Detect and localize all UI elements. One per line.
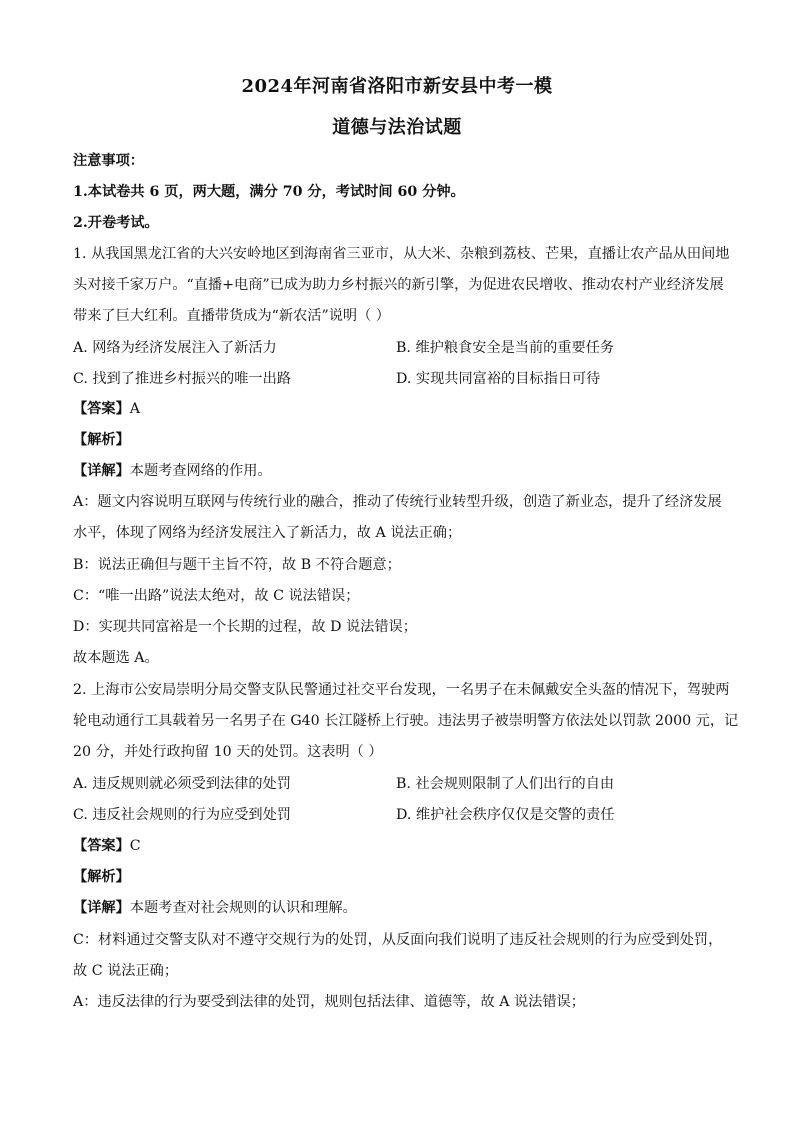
q2-option-b: B. 社会规则限制了人们出行的自由 [396,776,615,792]
question-2-text: 轮电动通行工具载着另一名男子在 G40 长江隧桥上行驶。违法男子被崇明警方依法处以罚款 2000 元，记 [73,713,739,729]
q2-option-a: A. 违反规则就必须受到法律的处罚 [73,776,291,792]
notice-item: 1.本试卷共 6 页，两大题，满分 70 分，考试时间 60 分钟。 [73,184,465,200]
answer-value: C [129,838,141,854]
q2-option-c: C. 违反社会规则的行为应受到处罚 [73,807,291,823]
analysis-tag: 【解析】 [73,869,130,885]
q1-explain-line: 水平，体现了网络为经济发展注入了新活力，故 A 说法正确； [73,525,462,541]
q1-analysis-tag [73,430,723,450]
detail-tag: 【详解】 [73,900,130,916]
q1-explain-line: D：实现共同富裕是一个长期的过程，故 D 说法错误； [73,619,417,635]
q2-answer [73,836,723,856]
q2-explain-line: C：材料通过交警支队对不遵守交规行为的处罚，从反面向我们说明了违反社会规则的行为应受到处罚， [73,932,723,948]
q1-answer [73,399,723,419]
q1-option-c: C. 找到了推进乡村振兴的唯一出路 [73,371,291,387]
exam-subtitle: 道德与法治试题 [332,117,462,138]
question-1-text: 带来了巨大红利。直播带货成为“新农活”说明（ ） [73,308,390,324]
q2-analysis-tag [73,867,723,887]
answer-value: A [129,401,141,417]
q1-option-a: A. 网络为经济发展注入了新活力 [73,340,277,356]
analysis-tag: 【解析】 [73,432,130,448]
q2-detail [73,898,723,918]
question-1-text: 1. 从我国黑龙江省的大兴安岭地区到海南省三亚市，从大米、杂粮到荔枝、芒果，直播让农产品从田间地 [73,246,730,262]
notice-heading: 注意事项： [73,153,144,169]
q2-explain-line: A：违反法律的行为要受到法律的处罚，规则包括法律、道德等，故 A 说法错误； [73,994,585,1010]
q1-explain-line: A：题文内容说明互联网与传统行业的融合，推动了传统行业转型升级，创造了新业态，提升了经济发展 [73,494,722,510]
detail-text: 本题考查对社会规则的认识和理解。 [129,900,357,916]
q1-option-d: D. 实现共同富裕的目标指日可待 [396,371,601,387]
q1-detail [73,461,723,481]
q1-explain-line: 故本题选 A。 [73,650,159,666]
answer-tag: 【答案】 [73,401,130,417]
question-2-text: 2. 上海市公安局崇明分局交警支队民警通过社交平台发现，一名男子在未佩戴安全头盔的情况下，驾驶两 [73,682,730,698]
q2-explain-line: 故 C 说法正确； [73,963,179,979]
q2-option-d: D. 维护社会秩序仅仅是交警的责任 [396,807,615,823]
question-2-text: 20 分，并处行政拘留 10 天的处罚。这表明（ ） [73,744,383,760]
q1-option-b: B. 维护粮食安全是当前的重要任务 [396,340,615,356]
notice-item: 2.开卷考试。 [73,215,159,231]
question-1-text: 头对接千家万户。“直播+电商”已成为助力乡村振兴的新引擎，为促进农民增收、推动农村产业经济发展 [73,277,724,293]
q1-explain-line: C：“唯一出路”说法太绝对，故 C 说法错误； [73,588,360,604]
detail-tag: 【详解】 [73,463,130,479]
detail-text: 本题考查网络的作用。 [129,463,272,479]
q1-explain-line: B：说法正确但与题干主旨不符，故 B 不符合题意； [73,557,401,573]
answer-tag: 【答案】 [73,838,130,854]
exam-title: 2024年河南省洛阳市新安县中考一模 [241,76,553,97]
